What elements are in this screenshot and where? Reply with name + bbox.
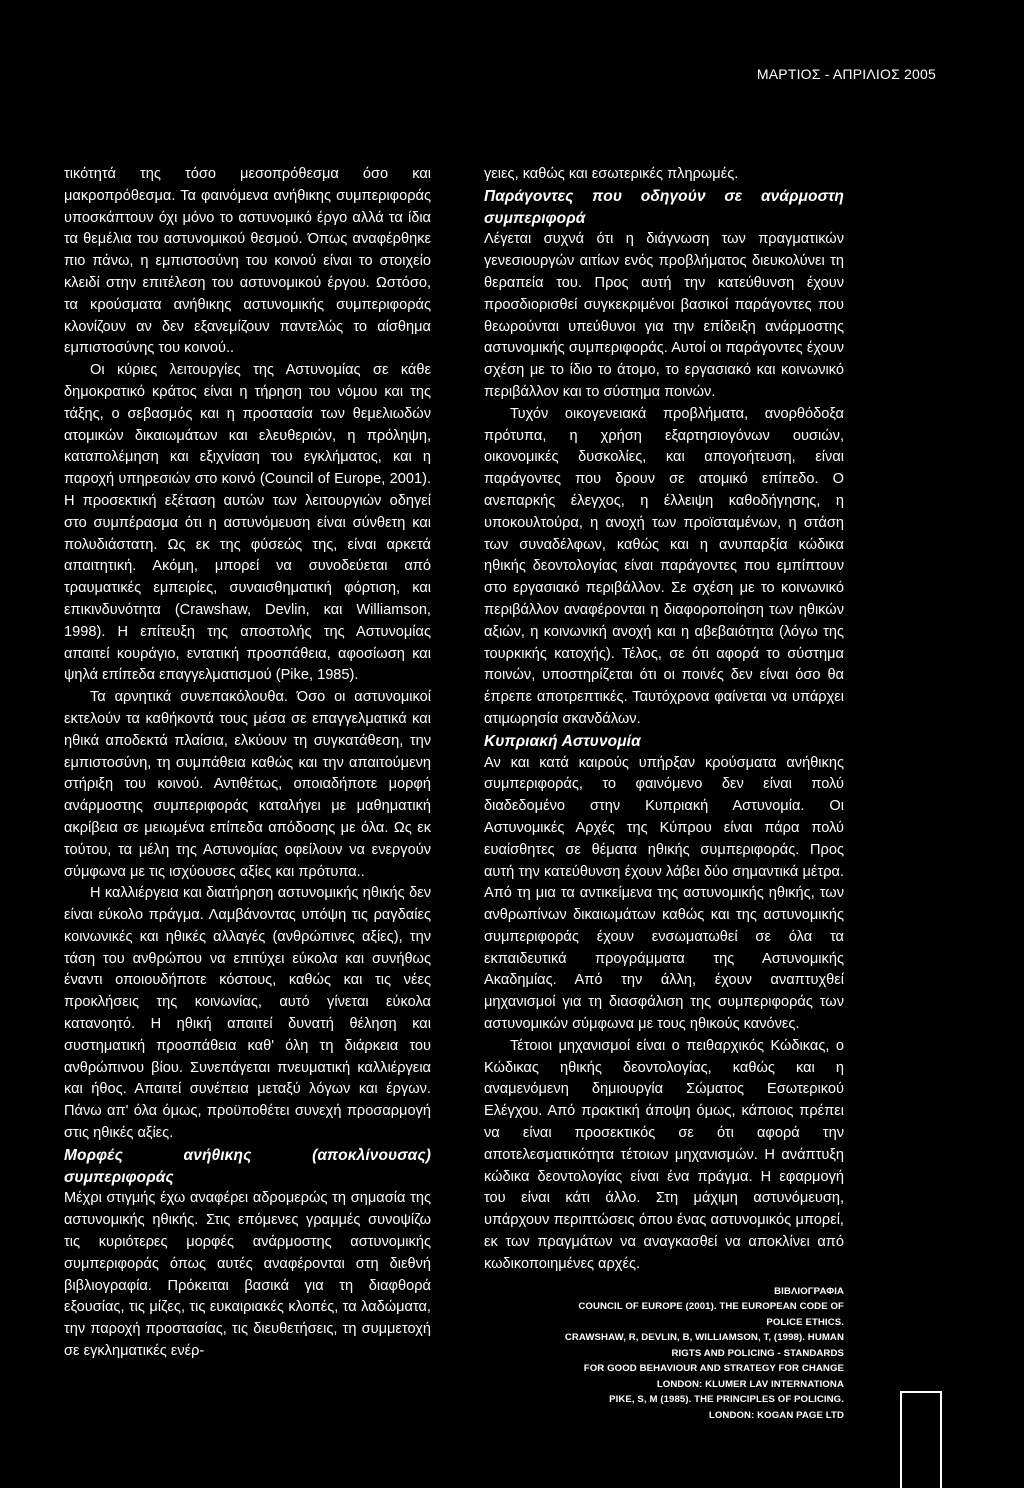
bibliography-line: LONDON: KLUMER LAV INTERNATIONA bbox=[656, 1378, 844, 1390]
paragraph: γειες, καθώς και εσωτερικές πληρωμές. bbox=[484, 166, 739, 182]
bibliography-line: POLICE ETHICS. bbox=[766, 1316, 844, 1328]
paragraph: τικότητά της τόσο μεσοπρόθεσμα όσο και μακροπρόθεσμα. Τα φαινόμενα ανήθικης συμπεριφοράς υποσκάπτουν όχι μόνο το αστυνομικό έργο αλλά τα ίδια τα θεμέλια του αστυνομικού θεσμού. Όπως αναφέρθηκε πιο πάνω, η εμπιστοσύνη του κοινού είναι το στοιχείο κλειδί στην επιτέλεση του αστυνομικού έργου. Ωστόσο, τα κρούσματα ανήθικης αστυνομικής συμπεριφοράς κλονίζουν αν δεν εξανεμίζουν παντελώς το αίσθημα εμπιστοσύνης του κοινού.. bbox=[64, 166, 431, 357]
right-text-column bbox=[484, 164, 844, 1423]
left-text-column bbox=[64, 164, 431, 1363]
paragraph: Οι κύριες λειτουργίες της Αστυνομίας σε κάθε δημοκρατικό κράτος είναι η τήρηση του νόμου και της τάξης, ο σεβασμός και η προστασία των θεμελιωδών ατομικών δικαιωμάτων και ελευθεριών, η πρόληψη, καταπολέμηση και εξιχνίαση του εγκλήματος, και η παροχή υπηρεσιών στο κοινό (Council of Europe, 2001). Η προσεκτική εξέταση αυτών των λειτουργιών οδηγεί στο συμπέρασμα ότι η αστυνόμευση είναι σύνθετη και πολυδιάστατη. Ως εκ της φύσεώς της, είναι αρκετά απαιτητική. Ακόμη, μπορεί να συνοδεύεται από τραυματικές εμπειρίες, συναισθηματική φόρτιση, και επικινδυνότητα (Crawshaw, Devlin, και Williamson, 1998). Η επίτευξη της αποστολής της Αστυνομίας απαιτεί κουράγιο, εντατική προσπάθεια, αφοσίωση και ψηλά επίπεδα επαγγελματισμού (Pike, 1985). bbox=[64, 362, 431, 684]
bibliography-line: CRAWSHAW, R, DEVLIN, B, WILLIAMSON, T, (1998). HUMAN bbox=[564, 1332, 844, 1344]
bibliography-line: COUNCIL OF EUROPE (2001). THE EUROPEAN CODE OF bbox=[578, 1301, 844, 1313]
bibliography-line: FOR GOOD BEHAVIOUR AND STRATEGY FOR CHANGE bbox=[583, 1363, 844, 1375]
paragraph: Τα αρνητικά συνεπακόλουθα. Όσο οι αστυνομικοί εκτελούν τα καθήκοντά τους μέσα σε επαγγελματικά και ηθικά αποδεκτά πλαίσια, ελκύουν τη συγκατάθεση, την εμπιστοσύνη, τη συμπάθεια καθώς και την απαιτούμενη στήριξη του κοινού. Αντιθέτως, οποιαδήποτε μορφή ανάρμοστης συμπεριφοράς καταλήγει με μαθηματική ακρίβεια σε μειωμένα επίπεδα απόδοσης με όλα. Ως εκ τούτου, τα μέλη της Αστυνομίας οφείλουν να ενεργούν σύμφωνα με τις ισχύουσες αξίες και πρότυπα.. bbox=[64, 689, 431, 880]
section-heading: Παράγοντες που οδηγούν σε ανάρμοστη συμπεριφορά bbox=[484, 187, 844, 227]
paragraph: Τέτοιοι μηχανισμοί είναι ο πειθαρχικός Κώδικας, ο Κώδικας ηθικής δεοντολογίας, καθώς και η αναμενόμενη δημιουργία Σώματος Εσωτερικού Ελέγχου. Από πρακτική άποψη όμως, κάποιος πρέπει να είναι προσεκτικός σε ότι αφορά την αποτελεσματικότητα τέτοιων μηχανισμών. Η ανάπτυξη κώδικα δεοντολογίας είναι ένα πράγμα. Η εφαρμογή του είναι κάτι άλλο. Στη μάχιμη αστυνόμευση, υπάρχουν περιπτώσεις όπου ένας αστυνομικός μπορεί, εκ των πραγμάτων να αναγκασθεί να αποκλίνει από κωδικοποιημένες αρχές. bbox=[484, 1037, 844, 1272]
bibliography-title: ΒΙΒΛΙΟΓΡΑΦΙΑ bbox=[774, 1285, 844, 1297]
paragraph: Μέχρι στιγμής έχω αναφέρει αδρομερώς τη σημασία της αστυνομικής ηθικής. Στις επόμενες γραμμές συνοψίζω τις κυριότερες μορφές ανάρμοστης αστυνομικής συμπεριφοράς όπως αυτές αναφέρονται στη διεθνή βιβλιογραφία. Πρόκειται βασικά για τη διαφθορά εξουσίας, τις μίζες, τις ευκαιριακές κλοπές, τα λαδώματα, την παροχή προστασίας, τις διευθετήσεις, τη συμμετοχή σε εγκληματικές ενέρ- bbox=[64, 1190, 431, 1360]
bibliography bbox=[484, 1284, 844, 1424]
issue-date-header: ΜΑΡΤΙΟΣ - ΑΠΡΙΛΙΟΣ 2005 bbox=[756, 66, 936, 82]
paragraph: Η καλλιέργεια και διατήρηση αστυνομικής ηθικής δεν είναι εύκολο πράγμα. Λαμβάνοντας υπόψη τις ραγδαίες κοινωνικές και ηθικές αλλαγές (ανθρώπινες αξίες), την τάση του ανθρώπου να επιτύχει εύκολα και συνήθως έναντι οποιουδήποτε κόστους, καθώς και τις νέες προκλήσεις της κοινωνίας, αυτό γίνεται εύκολα κατανοητό. Η ηθική απαιτεί δυνατή θέληση και συστηματική προσπάθεια καθ' όλη τη διάρκεια του ανθρώπινου βίου. Συνεπάγεται πνευματική καλλιέργεια και ήθος. Απαιτεί συνέπεια μεταξύ λόγων και έργων. Πάνω απ' όλα όμως, προϋποθέτει συνεχή προσαρμογή στις ηθικές αξίες. bbox=[64, 885, 431, 1142]
bibliography-line: PIKE, S, M (1985). THE PRINCIPLES OF POLICING. bbox=[609, 1394, 844, 1406]
paragraph: Λέγεται συχνά ότι η διάγνωση των πραγματικών γενεσιουργών αιτίων ενός προβλήματος διευκολύνει τη θεραπεία του. Προς αυτή την κατεύθυνση έχουν προσδιορισθεί συγκεκριμένοι βασικοί παράγοντες που θεωρούνται υπεύθυνοι για την επίδειξη ανάρμοστης αστυνομικής συμπεριφοράς. Αυτοί οι παράγοντες έχουν σχέση με το ίδιο το άτομο, το εργασιακό και κοινωνικό περιβάλλον και το σύστημα ποινών. bbox=[484, 231, 844, 400]
page-corner-box bbox=[900, 1391, 942, 1488]
bibliography-line: RIGTS AND POLICING - STANDARDS bbox=[671, 1347, 844, 1359]
paragraph: Αν και κατά καιρούς υπήρξαν κρούσματα ανήθικης συμπεριφοράς, το φαινόμενο δεν είναι πολύ διαδεδομένο στην Κυπριακή Αστυνομία. Οι Αστυνομικές Αρχές της Κύπρου είναι πάρα πολύ ευαίσθητες σε θέματα ηθικής συμπεριφοράς. Προς αυτή την κατεύθυνση έχουν λάβει δύο σημαντικά μέτρα. Από τη μια τα αντικείμενα της αστυνομικής ηθικής, των ανθρωπίνων δικαιωμάτων καθώς και της αστυνομικής συμπεριφοράς έχουν ενσωματωθεί σε όλα τα εκπαιδευτικά προγράμματα της Αστυνομικής Ακαδημίας. Από την άλλη, έχουν αναπτυχθεί μηχανισμοί για τη διασφάλιση της συμπεριφοράς των αστυνομικών σύμφωνα με τους ηθικούς κανόνες. bbox=[484, 754, 844, 1033]
bibliography-line: LONDON: KOGAN PAGE LTD bbox=[708, 1409, 844, 1421]
paragraph: Τυχόν οικογενειακά προβλήματα, ανορθόδοξα πρότυπα, η χρήση εξαρτησιογόνων ουσιών, οικονομικές δυσκολίες, και απογοήτευση, είναι παράγοντες που δρουν σε ατομικό επίπεδο. Ο ανεπαρκής έλεγχος, η έλλειψη καθοδήγησης, η υποκουλτούρα, η ανοχή των προϊσταμένων, η στάση των συναδέλφων, καθώς και η ανυπαρξία κώδικα ηθικής δεοντολογίας είναι παράγοντες που εμπίπτουν στο εργασιακό περιβάλλον. Σε σχέση με το κοινωνικό περιβάλλον αναφέρονται η διαφοροποίηση των ηθικών αξιών, η κοινωνική ανοχή και η αβεβαιότητα (λόγω της τουρκικής κατοχής). Τέλος, σε ότι αφορά το σύστημα ποινών, υποστηρίζεται ότι οι ποινές δεν είναι όσο θα έπρεπε αποτρεπτικές. Ταυτόχρονα φαίνεται να υπάρχει ατιμωρησία σκανδάλων. bbox=[484, 405, 844, 727]
section-heading: Κυπριακή Αστυνομία bbox=[484, 732, 641, 750]
section-heading: Μορφές ανήθικης (αποκλίνουσας) συμπεριφοράς bbox=[64, 1146, 431, 1186]
